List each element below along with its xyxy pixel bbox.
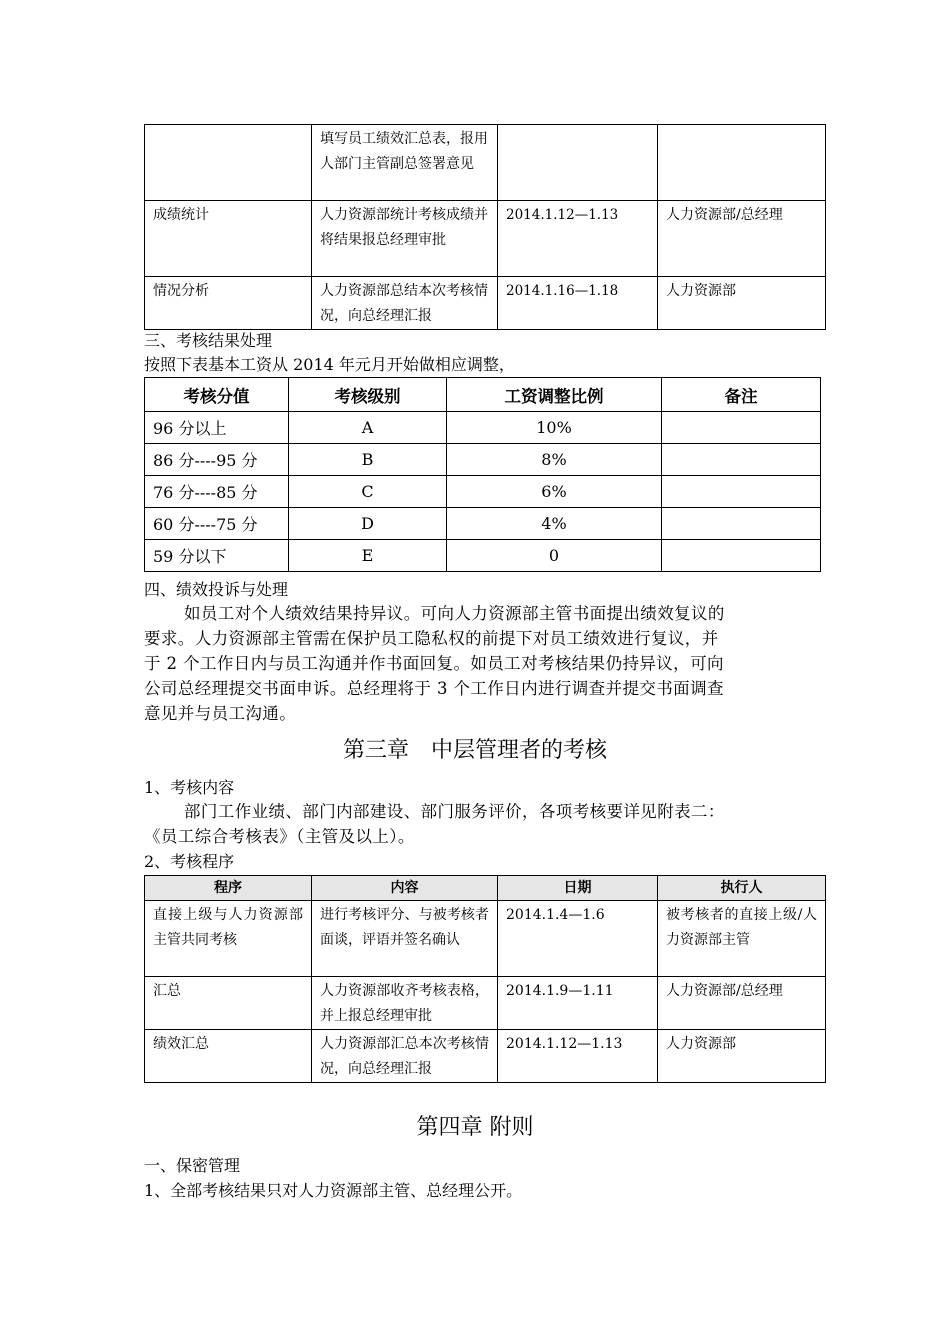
section4-body-line: 于 2 个工作日内与员工沟通并作书面回复。如员工对考核结果仍持异议，可向 [144, 654, 724, 673]
score-cell: 60 分----75 分 [145, 508, 289, 540]
table-row [145, 476, 821, 508]
ratio-cell: 8% [447, 444, 662, 476]
section4-body-line: 如员工对个人绩效结果持异议。可向人力资源部主管书面提出绩效复议的 [184, 604, 725, 623]
content-cell: 填写员工绩效汇总表，报用人部门主管副总签署意见 [312, 125, 498, 201]
grade-cell: C [289, 476, 447, 508]
date-cell: 2014.1.4—1.6 [498, 901, 658, 977]
ratio-cell: 10% [447, 412, 662, 444]
note-cell [662, 444, 821, 476]
table-header-row [145, 378, 821, 412]
table-row [145, 977, 826, 1030]
table-row [145, 444, 821, 476]
content-cell: 人力资源部总结本次考核情况，向总经理汇报 [312, 277, 498, 330]
executor-cell: 人力资源部 [658, 1030, 826, 1083]
section3-heading: 三、考核结果处理 [144, 331, 273, 350]
step-cell: 情况分析 [145, 277, 312, 330]
table-row [145, 412, 821, 444]
table-row [145, 508, 821, 540]
table-row [145, 125, 826, 201]
section4-body-line: 意见并与员工沟通。 [144, 704, 297, 723]
date-cell: 2014.1.12—1.13 [498, 1030, 658, 1083]
executor-cell [658, 125, 826, 201]
step-cell: 直接上级与人力资源部主管共同考核 [145, 901, 312, 977]
date-cell: 2014.1.12—1.13 [498, 201, 658, 277]
chapter4-title: 第四章 附则 [416, 1115, 534, 1140]
ch3-item1-heading: 1、考核内容 [144, 778, 235, 797]
content-cell: 人力资源部汇总本次考核情况，向总经理汇报 [312, 1030, 498, 1083]
table-row [145, 1030, 826, 1083]
ch3-item1-body-line: 《员工综合考核表》（主管及以上）。 [144, 827, 415, 846]
content-cell: 人力资源部收齐考核表格，并上报总经理审批 [312, 977, 498, 1030]
column-header: 日期 [498, 876, 658, 901]
grade-cell: A [289, 412, 447, 444]
ratio-cell: 0 [447, 540, 662, 572]
content-cell: 人力资源部统计考核成绩并将结果报总经理审批 [312, 201, 498, 277]
column-header: 执行人 [658, 876, 826, 901]
ratio-cell: 4% [447, 508, 662, 540]
note-cell [662, 476, 821, 508]
step-cell: 成绩统计 [145, 201, 312, 277]
grade-cell: B [289, 444, 447, 476]
note-cell [662, 508, 821, 540]
score-cell: 76 分----85 分 [145, 476, 289, 508]
table-row [145, 277, 826, 330]
score-cell: 86 分----95 分 [145, 444, 289, 476]
ch4-item1-body: 1、全部考核结果只对人力资源部主管、总经理公开。 [144, 1181, 523, 1200]
section4-heading: 四、绩效投诉与处理 [144, 580, 289, 599]
ratio-cell: 6% [447, 476, 662, 508]
column-header: 内容 [312, 876, 498, 901]
grade-cell: D [289, 508, 447, 540]
step-cell: 汇总 [145, 977, 312, 1030]
table-row [145, 540, 821, 572]
chapter3-title: 第三章 中层管理者的考核 [342, 738, 607, 763]
step-cell [145, 125, 312, 201]
executor-cell: 人力资源部/总经理 [658, 977, 826, 1030]
table-header-row [145, 876, 826, 901]
step-cell: 绩效汇总 [145, 1030, 312, 1083]
grade-cell: E [289, 540, 447, 572]
executor-cell: 人力资源部/总经理 [658, 201, 826, 277]
executor-cell: 人力资源部 [658, 277, 826, 330]
date-cell: 2014.1.16—1.18 [498, 277, 658, 330]
section3-intro: 按照下表基本工资从 2014 年元月开始做相应调整， [144, 355, 515, 374]
column-header: 工资调整比例 [447, 378, 662, 412]
section4-body-line: 公司总经理提交书面申诉。总经理将于 3 个工作日内进行调查并提交书面调查 [144, 679, 724, 698]
column-header: 考核分值 [145, 378, 289, 412]
executor-cell: 被考核者的直接上级/人力资源部主管 [658, 901, 826, 977]
table-row [145, 201, 826, 277]
column-header: 考核级别 [289, 378, 447, 412]
column-header: 程序 [145, 876, 312, 901]
score-cell: 59 分以下 [145, 540, 289, 572]
ch3-item2-heading: 2、考核程序 [144, 852, 235, 871]
ch4-item1-heading: 一、保密管理 [144, 1156, 241, 1175]
section4-body-line: 要求。人力资源部主管需在保护员工隐私权的前提下对员工绩效进行复议，并 [144, 629, 719, 648]
ch3-item1-body-line: 部门工作业绩、部门内部建设、部门服务评价，各项考核要详见附表二： [184, 802, 725, 821]
note-cell [662, 412, 821, 444]
column-header: 备注 [662, 378, 821, 412]
salary-adjustment-table [144, 377, 821, 572]
schedule-table-continued [144, 124, 826, 330]
date-cell: 2014.1.9—1.11 [498, 977, 658, 1030]
date-cell [498, 125, 658, 201]
procedure-table [144, 875, 826, 1083]
content-cell: 进行考核评分、与被考核者面谈，评语并签名确认 [312, 901, 498, 977]
table-row [145, 901, 826, 977]
score-cell: 96 分以上 [145, 412, 289, 444]
note-cell [662, 540, 821, 572]
